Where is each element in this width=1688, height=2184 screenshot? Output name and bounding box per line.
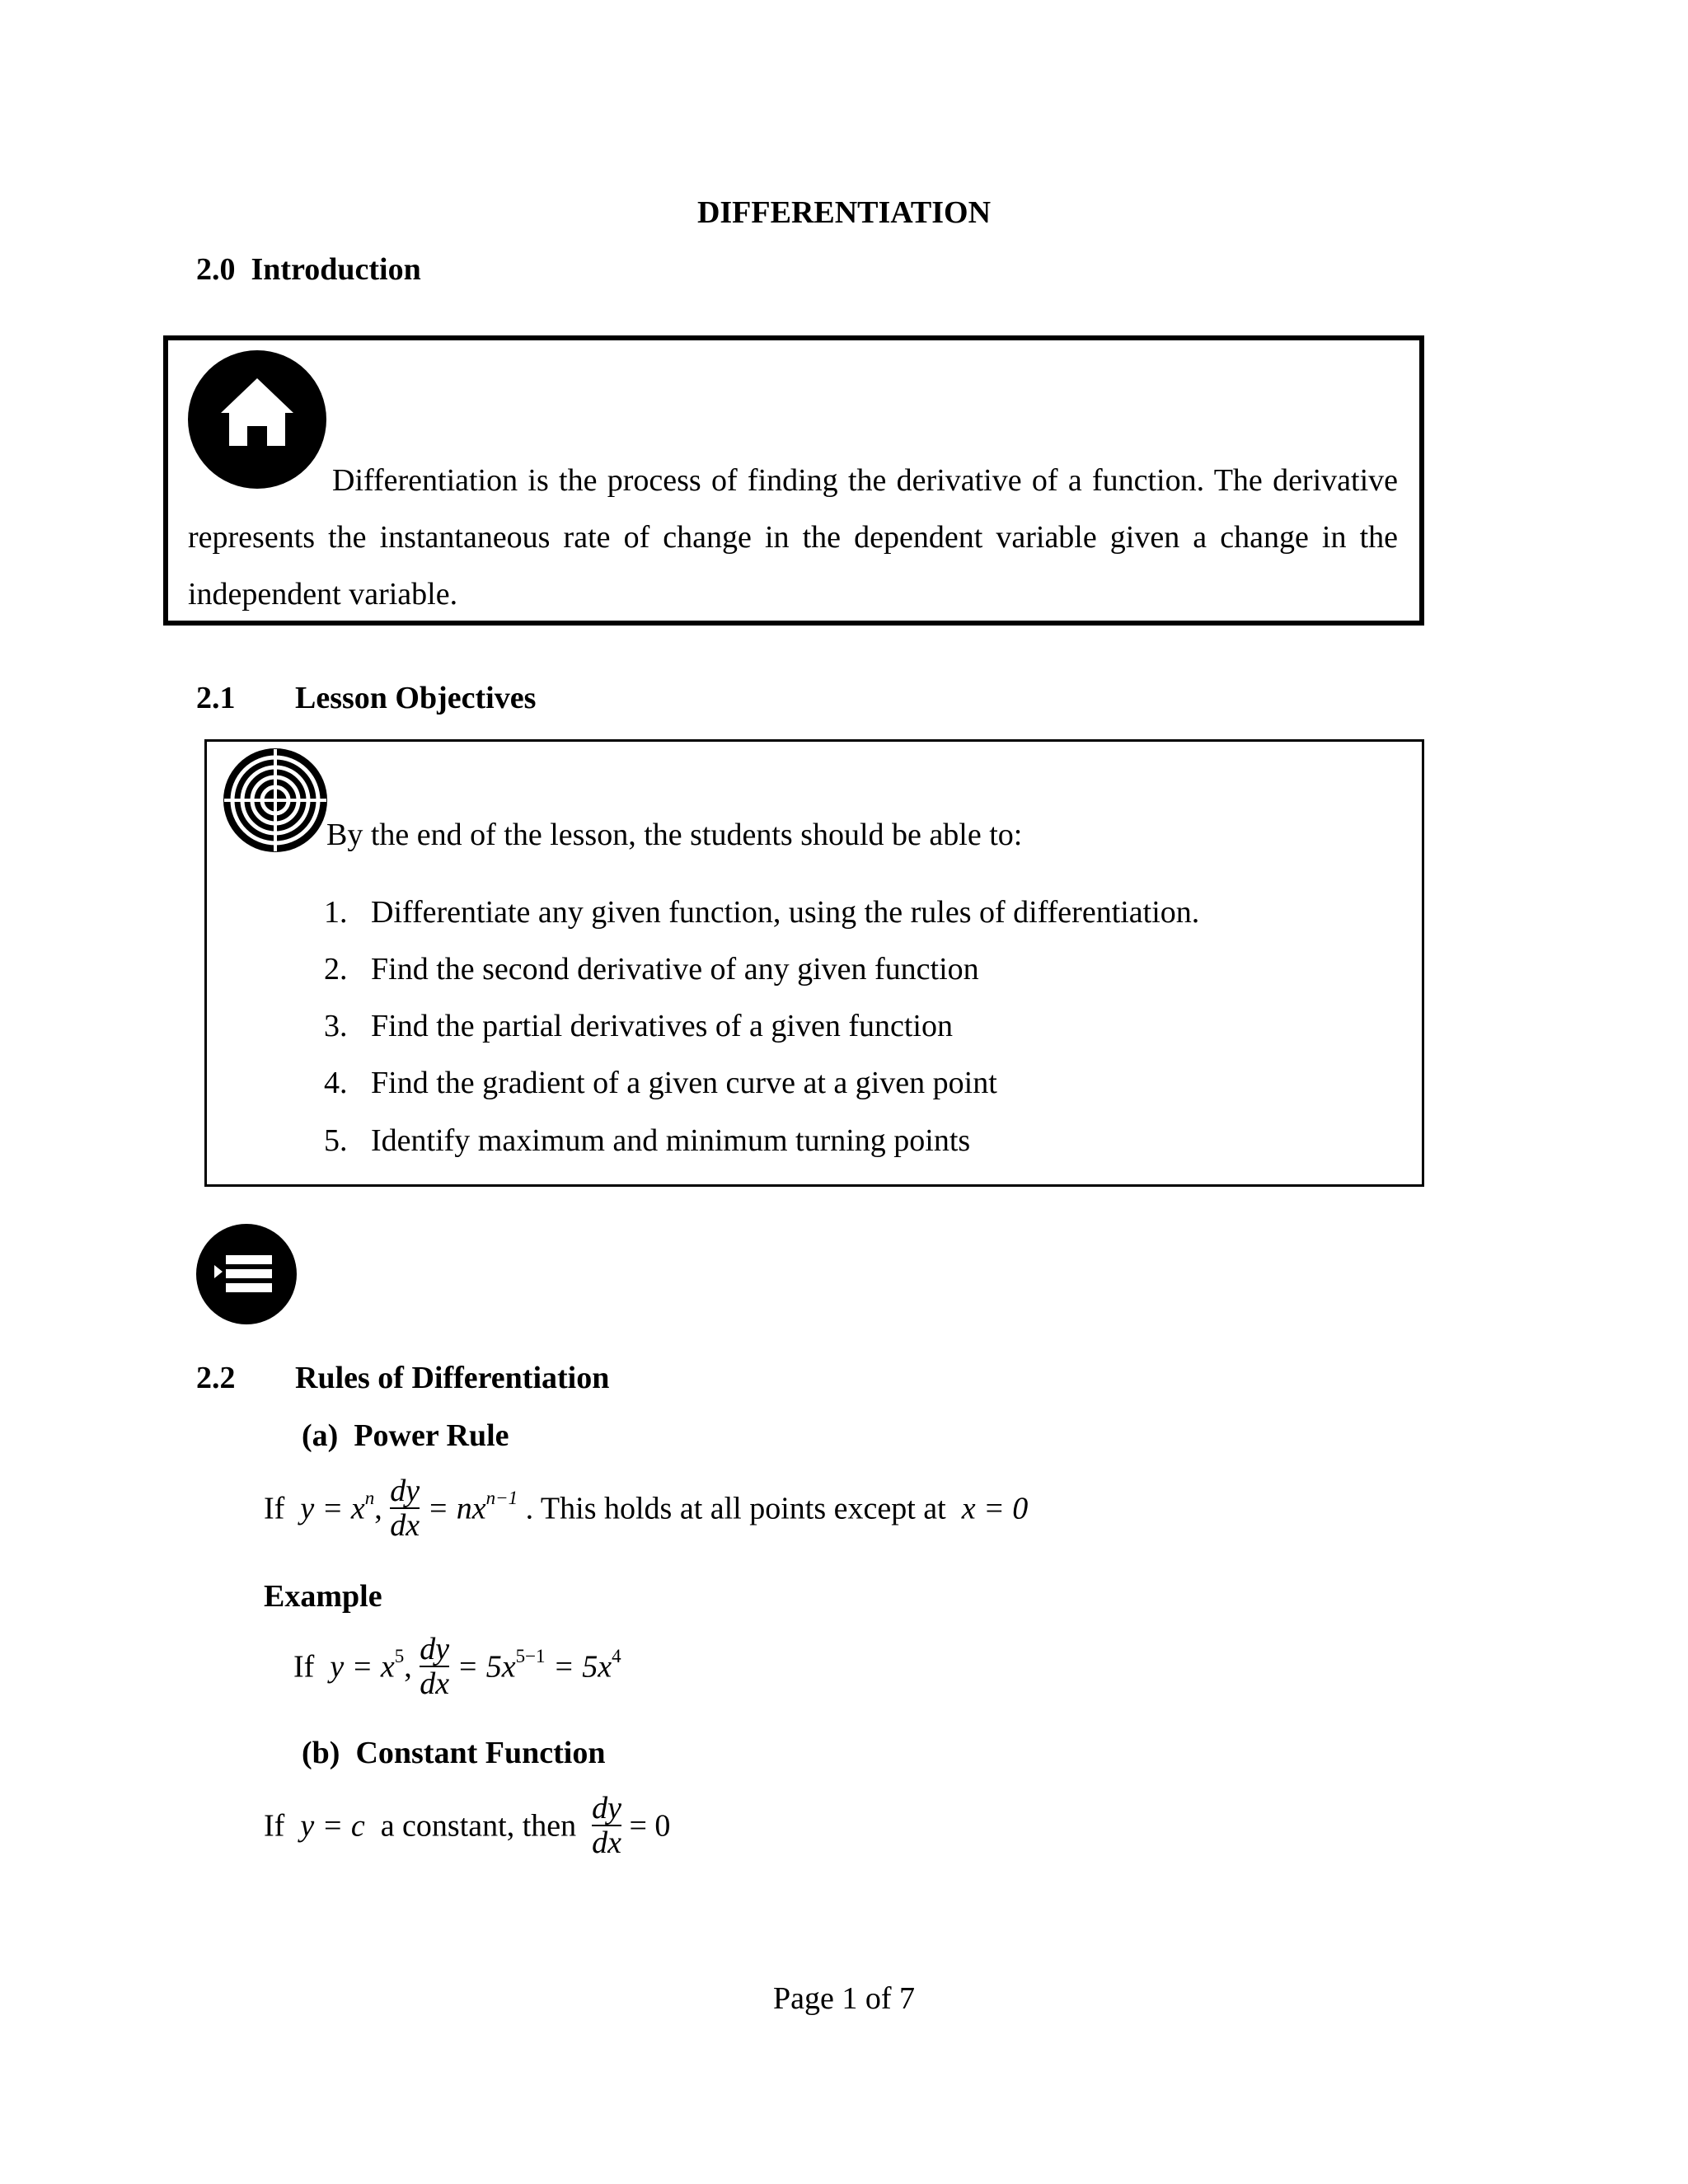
section-2-1-title: Lesson Objectives	[295, 681, 537, 715]
intro-text-line-2: represents the instantaneous rate of change in the dependent variable given a change in the	[188, 520, 1398, 555]
constant-function-heading: (b) Constant Function	[302, 1736, 606, 1770]
target-icon	[223, 748, 328, 853]
objectives-lead: By the end of the lesson, the students should be able to:	[326, 818, 1023, 852]
objective-item: 1. Differentiate any given function, using the rules of differentiation.	[324, 895, 1200, 930]
power-rule-heading: (a) Power Rule	[302, 1418, 509, 1453]
section-2-2-title: Rules of Differentiation	[295, 1361, 610, 1395]
objective-item: 3. Find the partial derivatives of a given function	[324, 1009, 953, 1043]
intro-text-line-1: Differentiation is the process of finding the derivative of a function. The derivative	[332, 463, 1398, 498]
power-rule-formula: If $y = x^n$, $\frac{dy}{dx}$ = $nx^{n-1}$ . This holds at all points except at x = 0	[264, 1474, 1029, 1543]
objective-item: 5. Identify maximum and minimum turning points	[324, 1123, 971, 1158]
page-title: DIFFERENTIATION	[696, 195, 992, 230]
example-formula: If $y = x^5$, $\frac{dy}{dx}$ = $5x^{5-1} = 5x^4$	[293, 1632, 621, 1701]
section-2-2-number: 2.2	[196, 1361, 236, 1395]
section-2-1-number: 2.1	[196, 681, 236, 715]
home-icon	[188, 350, 326, 489]
intro-text-line-3: independent variable.	[188, 577, 458, 612]
section-2-0-heading	[196, 251, 421, 288]
dy-dx-fraction: $\frac{dy}{dx}$	[390, 1474, 420, 1543]
objective-item: 2. Find the second derivative of any given function	[324, 952, 979, 987]
page-number: Page 1 of 7	[772, 1981, 916, 2016]
dy-dx-fraction: $\frac{dy}{dx}$	[592, 1791, 621, 1860]
example-heading: Example	[264, 1579, 382, 1614]
dy-dx-fraction: $\frac{dy}{dx}$	[420, 1632, 450, 1701]
constant-formula: If y = c a constant, then $\frac{dy}{dx}$ = 0	[264, 1791, 671, 1860]
section-number: 2.0	[196, 252, 236, 287]
objective-item: 4. Find the gradient of a given curve at a given point	[324, 1066, 997, 1100]
section-title: Introduction	[251, 252, 421, 287]
content-list-icon	[196, 1224, 297, 1324]
